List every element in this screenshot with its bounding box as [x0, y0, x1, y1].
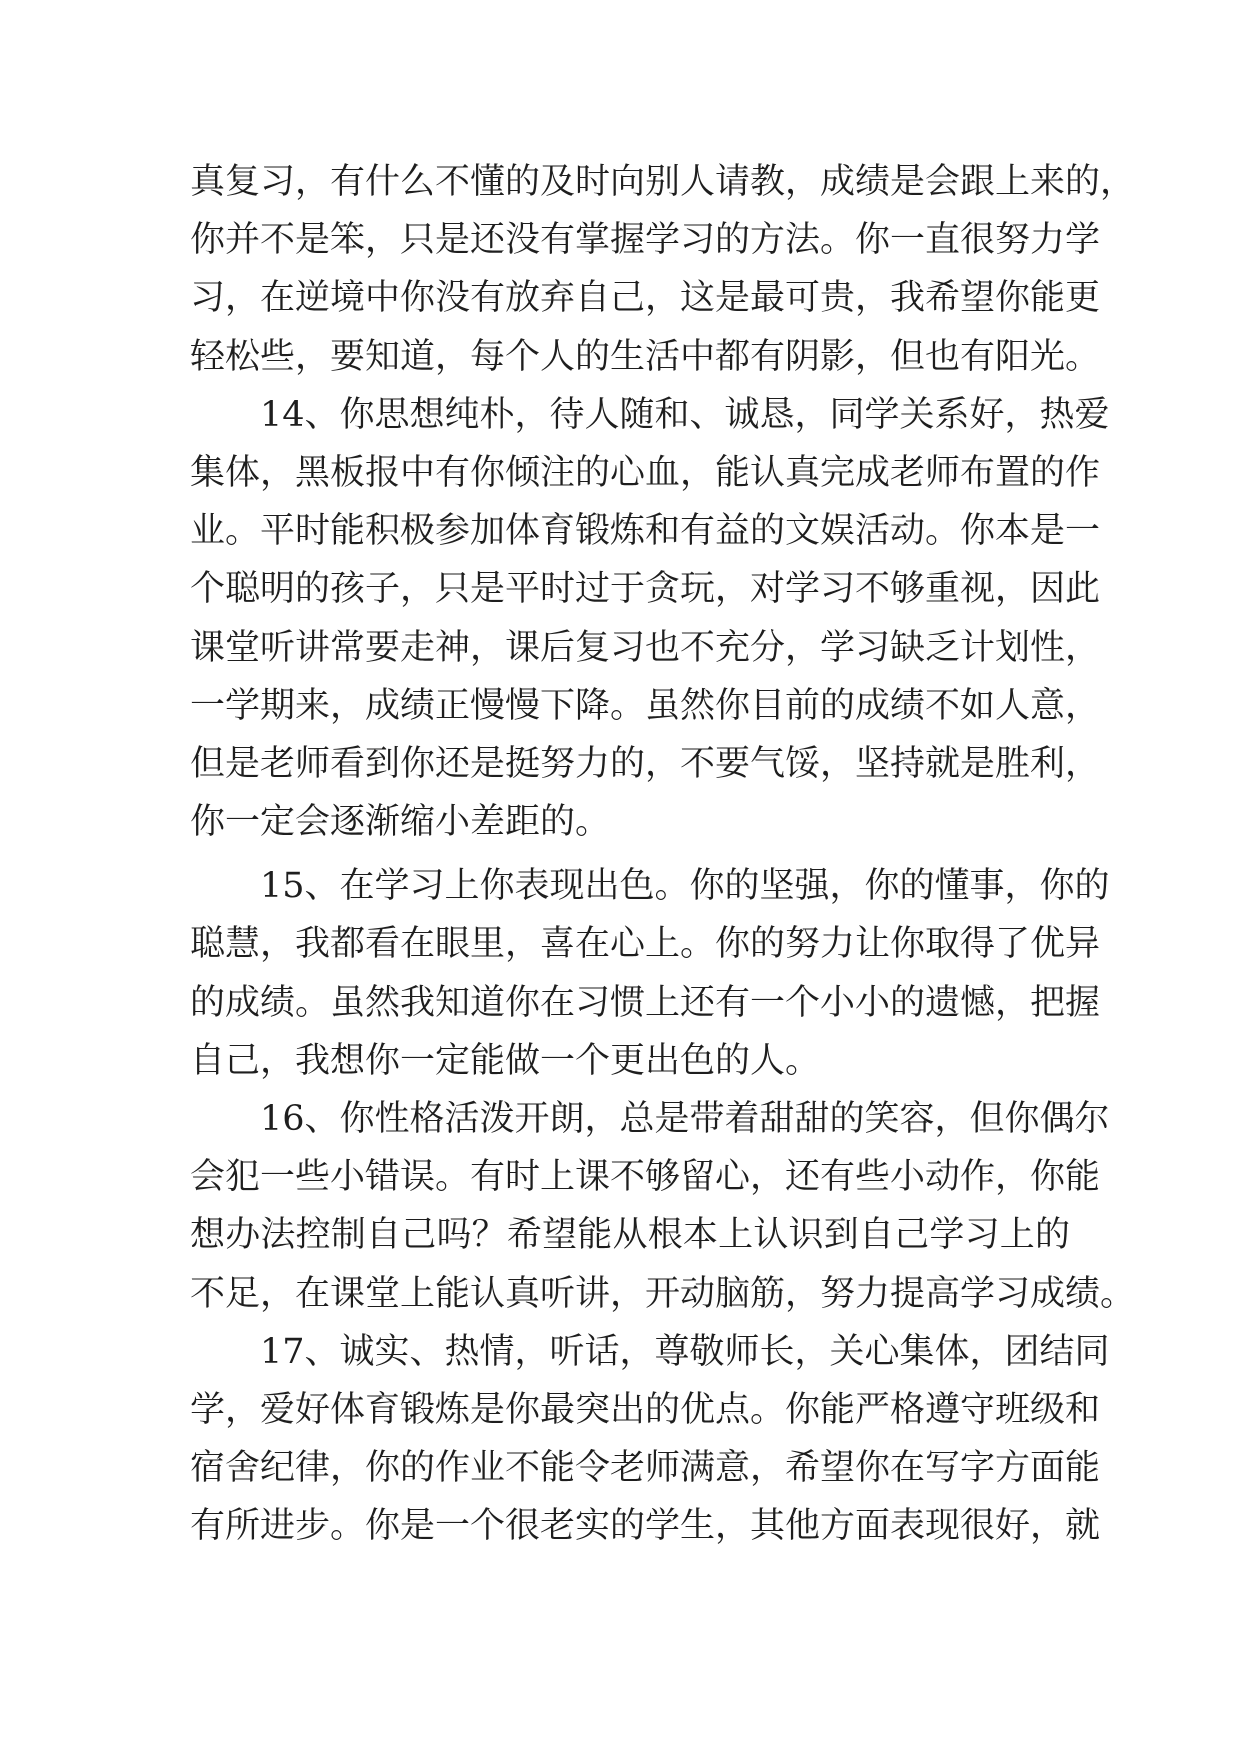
text-line: 个聪明的孩子，只是平时过于贪玩，对学习不够重视，因此	[190, 569, 1101, 610]
paragraph-15	[190, 857, 1110, 1090]
text-line: 的成绩。虽然我知道你在习惯上还有一个小小的遗憾，把握	[190, 982, 1101, 1023]
paragraph-14	[190, 386, 1110, 852]
text-line: 宿舍纪律，你的作业不能令老师满意，希望你在写字方面能	[190, 1448, 1101, 1489]
text-line: 自己，我想你一定能做一个更出色的人。	[190, 1040, 821, 1081]
text-line: 真复习，有什么不懂的及时向别人请教，成绩是会跟上来的，	[190, 162, 1136, 202]
text-line: 学，爱好体育锻炼是你最突出的优点。你能严格遵守班级和	[190, 1389, 1101, 1430]
paragraph-17	[190, 1323, 1110, 1556]
paragraph-16	[190, 1090, 1136, 1323]
text-line: 14、你思想纯朴，待人随和、诚恳，同学关系好，热爱	[260, 394, 1110, 435]
text-line: 集体，黑板报中有你倾注的心血，能认真完成老师布置的作	[190, 452, 1101, 493]
text-line: 会犯一些小错误。有时上课不够留心，还有些小动作，你能	[190, 1157, 1101, 1198]
text-line: 16、你性格活泼开朗，总是带着甜甜的笑容，但你偶尔	[260, 1099, 1110, 1139]
text-line: 不足，在课堂上能认真听讲，开动脑筋，努力提高学习成绩。	[190, 1273, 1136, 1314]
text-line: 你一定会逐渐缩小差距的。	[190, 802, 611, 843]
text-line: 17、诚实、热情，听话，尊敬师长，关心集体，团结同	[260, 1331, 1110, 1372]
text-line: 15、在学习上你表现出色。你的坚强，你的懂事，你的	[260, 866, 1110, 907]
text-line: 想办法控制自己吗？希望能从根本上认识到自己学习上的	[190, 1215, 1070, 1256]
text-line: 习，在逆境中你没有放弃自己，这是最可贵，我希望你能更	[190, 278, 1101, 319]
paragraph-continued	[190, 153, 1136, 386]
text-line: 有所进步。你是一个很老实的学生，其他方面表现很好，就	[190, 1506, 1101, 1547]
text-line: 聪慧，我都看在眼里，喜在心上。你的努力让你取得了优异	[190, 924, 1101, 965]
text-line: 轻松些，要知道，每个人的生活中都有阴影，但也有阳光。	[190, 336, 1101, 377]
text-line: 业。平时能积极参加体育锻炼和有益的文娱活动。你本是一	[190, 511, 1101, 552]
text-line: 你并不是笨，只是还没有掌握学习的方法。你一直很努力学	[190, 220, 1101, 261]
text-line: 但是老师看到你还是挺努力的，不要气馁，坚持就是胜利，	[190, 743, 1101, 784]
text-line: 一学期来，成绩正慢慢下降。虽然你目前的成绩不如人意，	[190, 685, 1101, 726]
text-line: 课堂听讲常要走神，课后复习也不充分，学习缺乏计划性，	[190, 627, 1101, 668]
document-body	[190, 153, 1136, 1556]
